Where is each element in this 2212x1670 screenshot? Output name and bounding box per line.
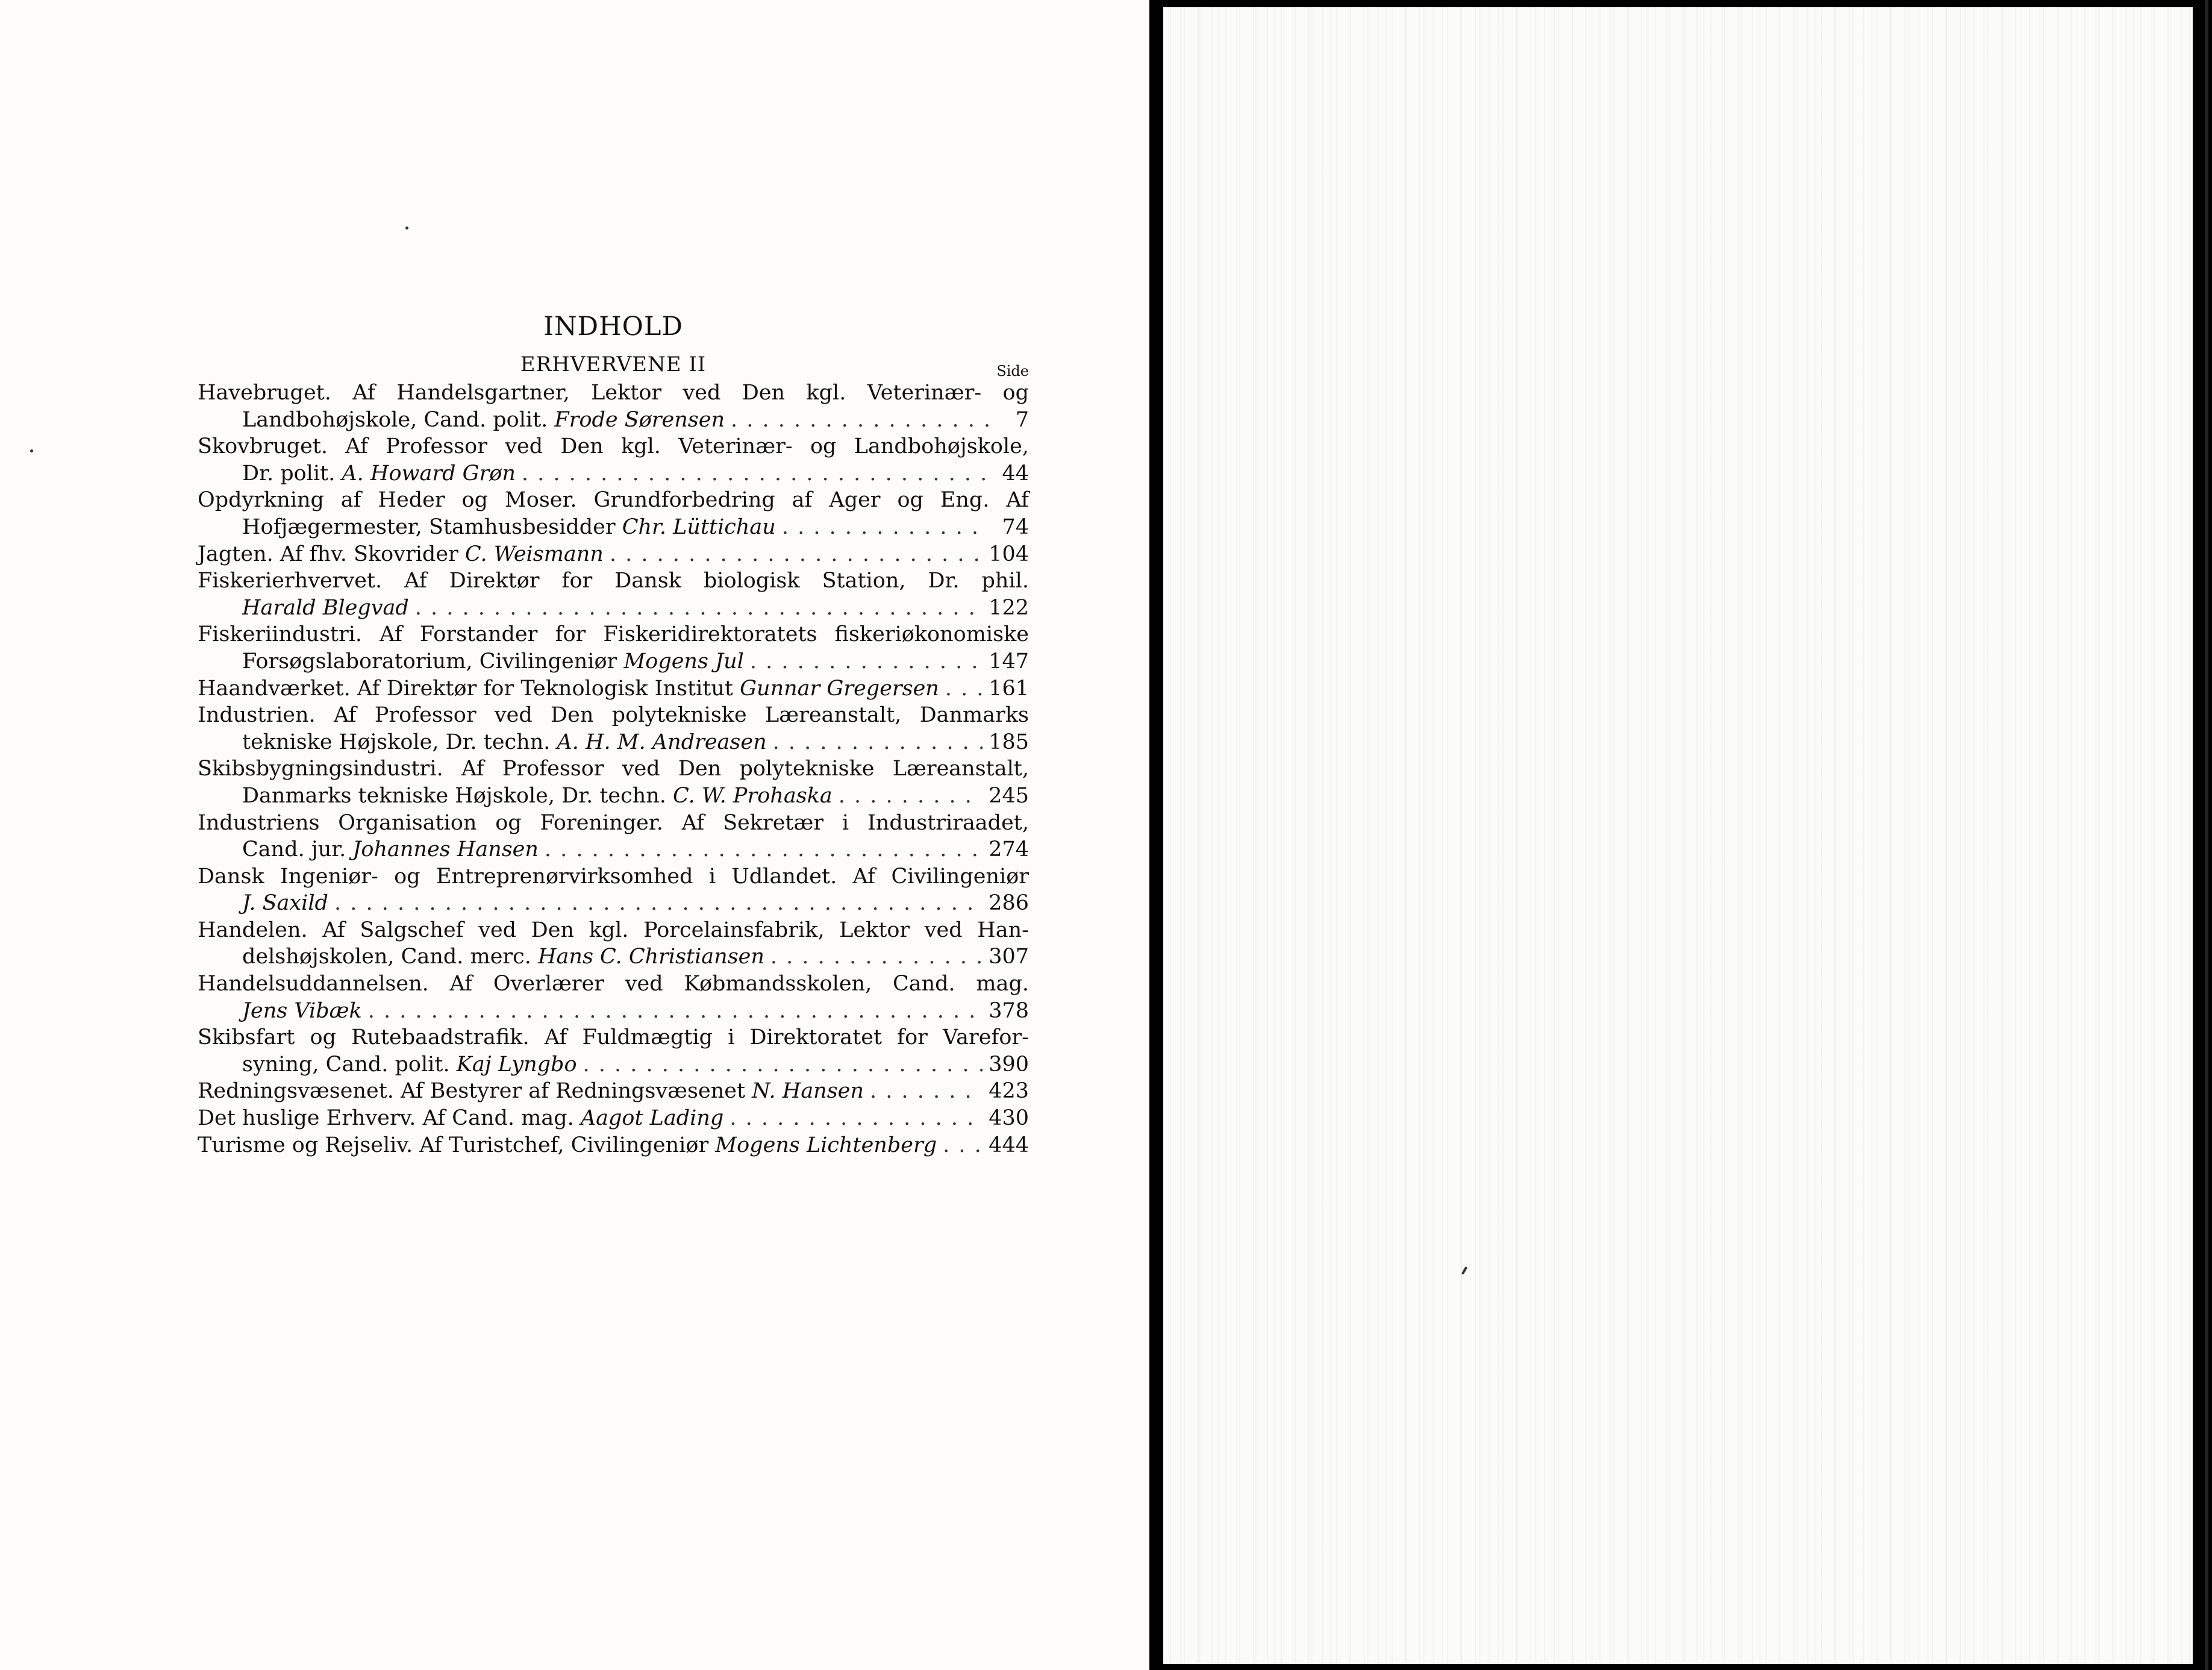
toc-entry-author-line	[198, 514, 1029, 541]
toc-entry-prefix: tekniske Højskole, Dr. techn.	[242, 730, 557, 754]
toc-entry-title-line	[198, 702, 1029, 729]
toc-entry-page-number: 44	[1002, 461, 1029, 486]
toc-entry-author: C. Weismann	[464, 542, 604, 566]
toc-entry-text	[242, 1051, 577, 1078]
toc-entry-prefix: Jagten. Af fhv. Skovrider	[198, 542, 465, 566]
toc-entry	[198, 917, 1029, 971]
toc-entry-author-line	[198, 943, 1029, 971]
toc-entry-title: Fiskeriindustri. Af Forstander for Fiskeridirektoratets fiskeriøkonomiske	[198, 622, 1029, 647]
toc-entry-title: Industriens Organisation og Foreninger. Af Sekretær i Industriraadet,	[198, 810, 1029, 835]
toc-entry	[198, 487, 1029, 540]
dot-leader	[782, 514, 989, 541]
dot-leader	[610, 541, 983, 568]
toc-entry-author: Mogens Lichtenberg	[715, 1133, 937, 1157]
table-of-contents	[198, 310, 1029, 1159]
toc-entry	[198, 863, 1029, 917]
toc-entry-text	[242, 943, 764, 971]
toc-entry	[198, 1105, 1029, 1132]
toc-entry-author-line	[198, 1078, 1029, 1105]
toc-entry-author-line	[198, 1132, 1029, 1159]
toc-entry-page-number: 245	[989, 783, 1029, 808]
scan-speck	[1461, 1266, 1467, 1275]
dot-leader	[943, 1132, 983, 1159]
toc-entry	[198, 1024, 1029, 1078]
dot-leader	[870, 1078, 983, 1105]
toc-entry-author: Harald Blegvad	[242, 595, 409, 620]
toc-entry-page-number: 104	[989, 542, 1029, 566]
toc-entry-title: Dansk Ingeniør- og Entreprenørvirksomhed i Udlandet. Af Civilingeniør	[198, 864, 1029, 889]
dot-leader	[773, 729, 983, 756]
toc-entry-prefix: Redningsvæsenet. Af Bestyrer af Redningsvæsenet	[198, 1079, 752, 1104]
toc-entry-author: Mogens Jul	[623, 649, 744, 674]
toc-entry-prefix: Det huslige Erhverv. Af Cand. mag.	[198, 1106, 581, 1131]
toc-entry-title-line	[198, 568, 1029, 595]
toc-entry-author: Johannes Hansen	[352, 837, 539, 862]
toc-entry	[198, 971, 1029, 1024]
toc-entry-text	[242, 514, 776, 541]
toc-entry	[198, 702, 1029, 755]
toc-entry-author-line	[198, 1051, 1029, 1078]
scan-speck	[30, 449, 33, 452]
toc-entry-author-line	[198, 836, 1029, 863]
page-column-label: Side	[996, 363, 1029, 380]
dot-leader	[730, 1105, 983, 1132]
toc-entry-page-number: 390	[989, 1052, 1029, 1077]
toc-entry	[198, 810, 1029, 863]
toc-entry-author-line	[198, 729, 1029, 756]
dot-leader	[750, 648, 983, 675]
toc-entry-text	[242, 783, 833, 810]
toc-entry-page-number: 286	[989, 891, 1029, 916]
toc-entry-text	[242, 407, 725, 434]
toc-entry-text	[198, 1105, 723, 1132]
toc-entry-text	[242, 648, 744, 675]
toc-entry-page-number: 147	[989, 649, 1029, 674]
toc-entry-author-line	[198, 998, 1029, 1025]
toc-entry-title: Fiskerierhvervet. Af Direktør for Dansk biologisk Station, Dr. phil.	[198, 569, 1029, 593]
toc-entry-author-line	[198, 460, 1029, 487]
dot-leader	[731, 407, 989, 434]
toc-entry-prefix: delshøjskolen, Cand. merc.	[242, 945, 539, 969]
toc-entry-title-line	[198, 380, 1029, 407]
section-title: ERHVERVENE II	[520, 352, 707, 377]
scan-speck	[405, 227, 408, 230]
toc-entry	[198, 1078, 1029, 1105]
toc-entry-text	[242, 595, 409, 622]
toc-entry-page-number: 161	[989, 676, 1029, 701]
toc-entry-title-line	[198, 1024, 1029, 1051]
toc-entry-prefix: Cand. jur.	[242, 837, 353, 862]
toc-entry-author: Frode Sørensen	[554, 407, 725, 432]
toc-entry-author: Hans C. Christiansen	[538, 945, 764, 969]
toc-entry-page-number: 444	[989, 1133, 1029, 1157]
toc-entry-page-number: 7	[1015, 407, 1029, 432]
toc-entry-author-line	[198, 890, 1029, 917]
toc-entry-author-line	[198, 407, 1029, 434]
dot-leader	[545, 836, 983, 863]
toc-entry	[198, 675, 1029, 702]
toc-entry-title: Havebruget. Af Handelsgartner, Lektor ved Den kgl. Veterinær- og	[198, 381, 1029, 405]
right-page-blank	[1163, 7, 2193, 1664]
toc-entry	[198, 541, 1029, 568]
dot-leader	[368, 998, 983, 1025]
toc-entry-title: Handelen. Af Salgschef ved Den kgl. Porcelainsfabrik, Lektor ved Han-	[198, 918, 1029, 942]
toc-entry-text	[242, 890, 328, 917]
toc-heading: INDHOLD	[543, 311, 683, 342]
toc-entry-author-line	[198, 595, 1029, 622]
toc-entry-title: Skovbruget. Af Professor ved Den kgl. Veterinær- og Landbohøjskole,	[198, 434, 1029, 459]
toc-entry-prefix: Haandværket. Af Direktør for Teknologisk Institut	[198, 676, 740, 701]
toc-entry-title-line	[198, 433, 1029, 460]
toc-entry-page-number: 430	[989, 1106, 1029, 1131]
toc-entry-title-line	[198, 810, 1029, 837]
toc-entry	[198, 568, 1029, 621]
toc-entry-author: J. Saxild	[242, 891, 328, 916]
toc-entry	[198, 621, 1029, 675]
toc-entry-text	[198, 675, 939, 702]
dot-leader	[415, 595, 983, 622]
toc-entry-page-number: 307	[989, 945, 1029, 969]
toc-entry-text	[198, 541, 604, 568]
toc-entry	[198, 1132, 1029, 1159]
dot-leader	[334, 890, 983, 917]
toc-entry-author: C. W. Prohaska	[673, 783, 833, 808]
toc-entry-prefix: Hofjægermester, Stamhusbesidder	[242, 514, 622, 539]
toc-entry-title-line	[198, 621, 1029, 648]
toc-entry	[198, 433, 1029, 487]
toc-entry-title: Opdyrkning af Heder og Moser. Grundforbedring af Ager og Eng. Af	[198, 488, 1029, 513]
toc-entry-author: Kaj Lyngbo	[456, 1052, 577, 1077]
toc-entry-prefix: Forsøgslaboratorium, Civilingeniør	[242, 649, 624, 674]
dot-leader	[583, 1051, 983, 1078]
toc-entry-page-number: 185	[989, 730, 1029, 754]
toc-entry-author-line	[198, 675, 1029, 702]
toc-entry-author-line	[198, 1105, 1029, 1132]
toc-entry-author-line	[198, 541, 1029, 568]
toc-entry-title-line	[198, 917, 1029, 944]
toc-entry-author: Aagot Lading	[580, 1106, 724, 1131]
dot-leader	[945, 675, 983, 702]
section-header	[198, 349, 1029, 380]
toc-entry-title-line	[198, 971, 1029, 998]
toc-entry-title: Skibsfart og Rutebaadstrafik. Af Fuldmægtig i Direktoratet for Varefor-	[198, 1025, 1029, 1050]
toc-entry-title: Skibsbygningsindustri. Af Professor ved Den polytekniske Læreanstalt,	[198, 757, 1029, 781]
toc-entry-prefix: Danmarks tekniske Højskole, Dr. techn.	[242, 783, 673, 808]
toc-entry-author: Gunnar Gregersen	[740, 676, 939, 701]
toc-entry-page-number: 122	[989, 595, 1029, 620]
toc-entry-text	[198, 1078, 864, 1105]
scan-edge	[2205, 0, 2208, 1670]
dot-leader	[839, 783, 983, 810]
toc-entry	[198, 380, 1029, 433]
toc-entries	[198, 380, 1029, 1159]
dot-leader	[770, 943, 983, 971]
toc-entry-author: Chr. Lüttichau	[622, 514, 776, 539]
toc-entry-page-number: 378	[989, 998, 1029, 1023]
dot-leader	[522, 460, 989, 487]
toc-entry-author-line	[198, 648, 1029, 675]
toc-entry-prefix: Dr. polit.	[242, 461, 342, 486]
toc-entry-title: Handelsuddannelsen. Af Overlærer ved Købmandsskolen, Cand. mag.	[198, 972, 1029, 996]
toc-entry-text	[242, 998, 362, 1025]
toc-entry-title-line	[198, 487, 1029, 514]
toc-entry-author: Jens Vibæk	[242, 998, 362, 1023]
toc-entry-author: A. Howard Grøn	[342, 461, 516, 486]
toc-entry-prefix: Turisme og Rejseliv. Af Turistchef, Civilingeniør	[198, 1133, 716, 1157]
toc-entry-prefix: Landbohøjskole, Cand. polit.	[242, 407, 555, 432]
toc-entry	[198, 755, 1029, 809]
toc-entry-page-number: 274	[989, 837, 1029, 862]
toc-entry-title-line	[198, 863, 1029, 890]
toc-entry-author-line	[198, 783, 1029, 810]
toc-entry-prefix: syning, Cand. polit.	[242, 1052, 457, 1077]
toc-entry-text	[242, 729, 767, 756]
toc-entry-page-number: 423	[989, 1079, 1029, 1104]
toc-entry-text	[198, 1132, 937, 1159]
toc-entry-title: Industrien. Af Professor ved Den polytekniske Læreanstalt, Danmarks	[198, 703, 1029, 728]
toc-entry-text	[242, 460, 516, 487]
toc-entry-author: A. H. M. Andreasen	[557, 730, 767, 754]
toc-entry-author: N. Hansen	[752, 1079, 864, 1104]
toc-entry-title-line	[198, 755, 1029, 783]
toc-entry-text	[242, 836, 539, 863]
toc-entry-page-number: 74	[1002, 514, 1029, 539]
